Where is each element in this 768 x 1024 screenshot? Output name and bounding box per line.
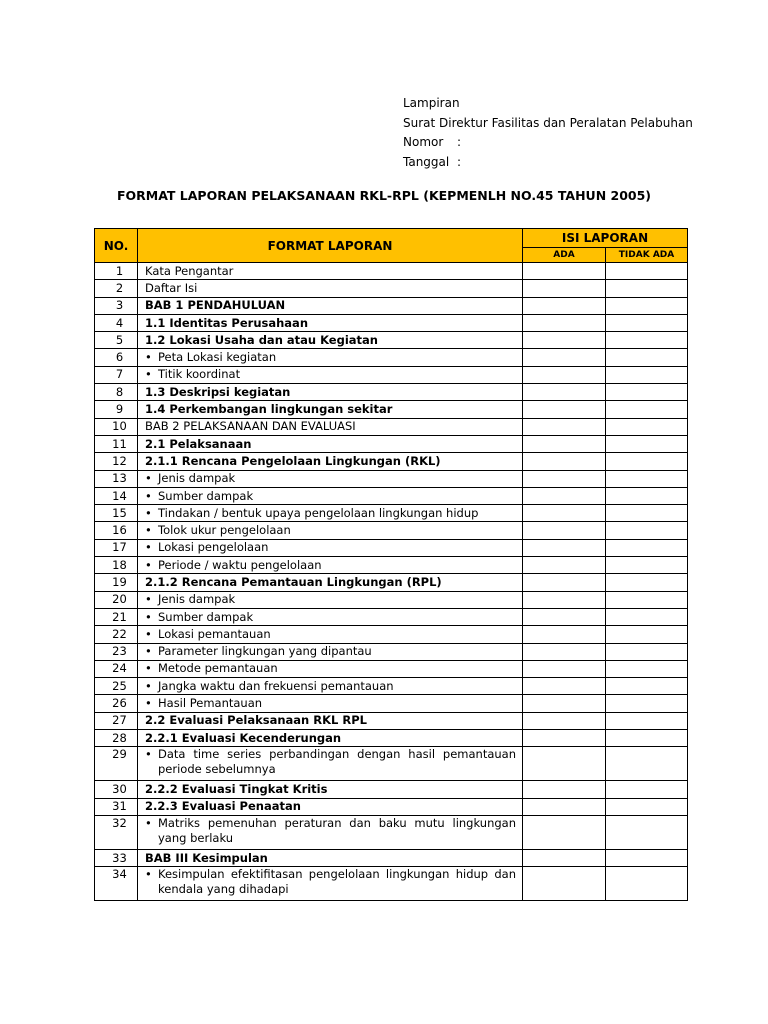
row-number: 8 [95,384,138,401]
row-number: 31 [95,798,138,815]
row-number: 34 [95,867,138,901]
check-cell-tidak-ada[interactable] [606,747,688,781]
check-cell-tidak-ada[interactable] [606,643,688,660]
row-number: 22 [95,626,138,643]
bullet-icon: • [145,350,152,365]
check-cell-tidak-ada[interactable] [606,487,688,504]
row-number: 6 [95,349,138,366]
bullet-text: Jenis dampak [158,471,236,486]
bullet-icon: • [145,592,152,607]
table-row [95,867,688,901]
bullet-icon: • [145,644,152,659]
column-header-format: FORMAT LAPORAN [138,229,523,263]
check-cell-tidak-ada[interactable] [606,435,688,452]
bullet-item [145,540,522,555]
bullet-item [145,350,522,365]
table-row [95,522,688,539]
row-format-text: 2.1.2 Rencana Pemantauan Lingkungan (RPL) [138,574,523,591]
bullet-item [145,367,522,382]
check-cell-tidak-ada[interactable] [606,366,688,383]
check-cell-ada[interactable] [523,263,606,280]
check-cell-tidak-ada[interactable] [606,678,688,695]
row-format-text [138,505,523,522]
check-cell-tidak-ada[interactable] [606,522,688,539]
row-number: 14 [95,487,138,504]
table-row [95,453,688,470]
bullet-item [145,627,522,642]
row-format-text: BAB III Kesimpulan [138,849,523,866]
check-cell-ada[interactable] [523,280,606,297]
nomor-line [403,133,693,153]
bullet-text: Hasil Pemantauan [158,696,263,711]
check-cell-ada[interactable] [523,730,606,747]
check-cell-ada[interactable] [523,332,606,349]
row-number: 28 [95,730,138,747]
table-row [95,626,688,643]
row-number: 3 [95,297,138,314]
bullet-icon: • [145,678,152,693]
bullet-icon: • [145,626,152,641]
row-number: 30 [95,781,138,798]
bullet-item [145,661,522,676]
row-format-text [138,695,523,712]
row-number: 32 [95,815,138,849]
bullet-text: Sumber dampak [158,488,254,503]
row-number: 15 [95,505,138,522]
check-cell-ada[interactable] [523,626,606,643]
check-cell-ada[interactable] [523,384,606,401]
bullet-icon: • [145,696,152,711]
check-cell-ada[interactable] [523,435,606,452]
check-cell-tidak-ada[interactable] [606,280,688,297]
table-row [95,849,688,866]
bullet-item [145,747,522,777]
check-cell-ada[interactable] [523,314,606,331]
row-format-text: BAB 2 PELAKSANAAN DAN EVALUASI [138,418,523,435]
check-cell-tidak-ada[interactable] [606,574,688,591]
bullet-text: Tolok ukur pengelolaan [158,523,291,538]
check-cell-ada[interactable] [523,660,606,677]
table-row [95,730,688,747]
check-cell-ada[interactable] [523,366,606,383]
table-row [95,643,688,660]
check-cell-tidak-ada[interactable] [606,263,688,280]
nomor-label: Nomor [403,135,444,149]
check-cell-ada[interactable] [523,487,606,504]
row-format-text: 1.1 Identitas Perusahaan [138,314,523,331]
row-number: 18 [95,557,138,574]
row-format-text [138,867,523,901]
bullet-text: Periode / waktu pengelolaan [158,557,322,572]
bullet-item [145,489,522,504]
row-format-text: 2.2.2 Evaluasi Tingkat Kritis [138,781,523,798]
check-cell-ada[interactable] [523,815,606,849]
attachment-header [403,94,693,172]
bullet-text: Peta Lokasi kegiatan [158,350,277,365]
check-cell-ada[interactable] [523,418,606,435]
row-format-text: BAB 1 PENDAHULUAN [138,297,523,314]
row-format-text [138,747,523,781]
check-cell-ada[interactable] [523,557,606,574]
row-number: 5 [95,332,138,349]
bullet-text: Lokasi pengelolaan [158,540,269,555]
lampiran-line: Lampiran [403,96,460,110]
check-cell-tidak-ada[interactable] [606,849,688,866]
row-number: 4 [95,314,138,331]
table-row [95,695,688,712]
bullet-icon: • [145,661,152,676]
row-number: 12 [95,453,138,470]
bullet-item [145,506,522,521]
table-row [95,263,688,280]
table-row [95,418,688,435]
table-row [95,747,688,781]
table-row [95,591,688,608]
bullet-item [145,696,522,711]
bullet-icon: • [145,488,152,503]
row-number: 33 [95,849,138,866]
check-cell-tidak-ada[interactable] [606,314,688,331]
check-cell-ada[interactable] [523,349,606,366]
bullet-item [145,523,522,538]
column-header-tidak-ada: TIDAK ADA [606,248,688,263]
row-format-text: 1.4 Perkembangan lingkungan sekitar [138,401,523,418]
check-cell-ada[interactable] [523,539,606,556]
check-cell-tidak-ada[interactable] [606,712,688,729]
row-number: 13 [95,470,138,487]
check-cell-tidak-ada[interactable] [606,815,688,849]
row-number: 16 [95,522,138,539]
row-number: 25 [95,678,138,695]
check-cell-tidak-ada[interactable] [606,798,688,815]
row-number: 10 [95,418,138,435]
row-number: 21 [95,608,138,625]
check-cell-tidak-ada[interactable] [606,660,688,677]
bullet-item [145,592,522,607]
bullet-text: Jangka waktu dan frekuensi pemantauan [158,678,394,693]
row-format-text [138,349,523,366]
row-number: 17 [95,539,138,556]
bullet-text: Data time series perbandingan dengan hasil pemantauan periode sebelumnya [158,747,516,777]
check-cell-ada[interactable] [523,453,606,470]
bullet-text: Jenis dampak [158,592,236,607]
check-cell-ada[interactable] [523,695,606,712]
check-cell-ada[interactable] [523,678,606,695]
table-body [95,263,688,901]
check-cell-tidak-ada[interactable] [606,384,688,401]
row-format-text [138,470,523,487]
report-format-table [94,228,688,901]
tanggal-line [403,153,693,173]
check-cell-tidak-ada[interactable] [606,401,688,418]
row-format-text [138,643,523,660]
row-format-text: 2.2.3 Evaluasi Penaatan [138,798,523,815]
bullet-icon: • [145,867,152,882]
table-row [95,815,688,849]
bullet-text: Kesimpulan efektifitasan pengelolaan lingkungan hidup dan kendala yang dihadapi [158,867,516,897]
check-cell-ada[interactable] [523,747,606,781]
check-cell-tidak-ada[interactable] [606,539,688,556]
row-format-text: 1.3 Deskripsi kegiatan [138,384,523,401]
check-cell-tidak-ada[interactable] [606,557,688,574]
row-format-text [138,626,523,643]
table-row [95,505,688,522]
column-header-no: NO. [95,229,138,263]
table-row [95,401,688,418]
check-cell-tidak-ada[interactable] [606,297,688,314]
bullet-icon: • [145,505,152,520]
check-cell-ada[interactable] [523,574,606,591]
check-cell-ada[interactable] [523,849,606,866]
check-cell-ada[interactable] [523,401,606,418]
check-cell-tidak-ada[interactable] [606,781,688,798]
table-row [95,435,688,452]
row-number: 1 [95,263,138,280]
table-row [95,297,688,314]
bullet-text: Tindakan / bentuk upaya pengelolaan lingkungan hidup [158,505,479,520]
table-row [95,349,688,366]
row-number: 24 [95,660,138,677]
table-row [95,660,688,677]
table-row [95,366,688,383]
bullet-item [145,471,522,486]
row-number: 29 [95,747,138,781]
bullet-icon: • [145,747,152,762]
table-row [95,781,688,798]
check-cell-tidak-ada[interactable] [606,453,688,470]
check-cell-ada[interactable] [523,867,606,901]
row-format-text [138,539,523,556]
row-format-text [138,591,523,608]
tanggal-colon: : [457,154,462,169]
bullet-item [145,644,522,659]
table-row [95,470,688,487]
table-row [95,384,688,401]
row-number: 19 [95,574,138,591]
row-format-text: 2.2.1 Evaluasi Kecenderungan [138,730,523,747]
check-cell-tidak-ada[interactable] [606,695,688,712]
table-row [95,487,688,504]
row-format-text [138,660,523,677]
bullet-text: Parameter lingkungan yang dipantau [158,644,372,659]
bullet-text: Sumber dampak [158,609,254,624]
bullet-icon: • [145,367,152,382]
table-row [95,712,688,729]
table-row [95,798,688,815]
bullet-icon: • [145,471,152,486]
row-format-text [138,522,523,539]
check-cell-ada[interactable] [523,522,606,539]
bullet-item [145,558,522,573]
row-format-text [138,608,523,625]
row-format-text [138,557,523,574]
table-row [95,557,688,574]
row-number: 11 [95,435,138,452]
bullet-item [145,610,522,625]
column-header-ada: ADA [523,248,606,263]
check-cell-tidak-ada[interactable] [606,591,688,608]
check-cell-ada[interactable] [523,505,606,522]
check-cell-tidak-ada[interactable] [606,626,688,643]
table-row [95,314,688,331]
check-cell-tidak-ada[interactable] [606,867,688,901]
row-number: 7 [95,366,138,383]
check-cell-ada[interactable] [523,781,606,798]
bullet-text: Matriks pemenuhan peraturan dan baku mutu lingkungan yang berlaku [158,815,516,845]
table-row [95,332,688,349]
row-format-text [138,815,523,849]
table-row [95,574,688,591]
check-cell-ada[interactable] [523,297,606,314]
check-cell-tidak-ada[interactable] [606,505,688,522]
row-format-text [138,678,523,695]
row-format-text: 1.2 Lokasi Usaha dan atau Kegiatan [138,332,523,349]
check-cell-ada[interactable] [523,591,606,608]
row-number: 9 [95,401,138,418]
bullet-icon: • [145,815,152,830]
table-row [95,678,688,695]
tanggal-label: Tanggal [403,154,450,169]
table-row [95,539,688,556]
table-row [95,608,688,625]
row-format-text: 2.1 Pelaksanaan [138,435,523,452]
document-title: FORMAT LAPORAN PELAKSANAAN RKL-RPL (KEPMENLH NO.45 TAHUN 2005) [116,188,652,203]
check-cell-ada[interactable] [523,643,606,660]
nomor-colon: : [457,135,462,149]
row-format-text: Kata Pengantar [138,263,523,280]
row-number: 23 [95,643,138,660]
check-cell-tidak-ada[interactable] [606,349,688,366]
bullet-item [145,867,522,897]
row-number: 2 [95,280,138,297]
row-number: 27 [95,712,138,729]
check-cell-tidak-ada[interactable] [606,730,688,747]
row-format-text [138,366,523,383]
bullet-icon: • [145,540,152,555]
check-cell-ada[interactable] [523,470,606,487]
row-number: 20 [95,591,138,608]
bullet-item [145,679,522,694]
bullet-text: Lokasi pemantauan [158,626,271,641]
row-number: 26 [95,695,138,712]
row-format-text [138,487,523,504]
check-cell-ada[interactable] [523,798,606,815]
check-cell-ada[interactable] [523,608,606,625]
bullet-text: Metode pemantauan [158,661,278,676]
bullet-text: Titik koordinat [158,367,241,382]
check-cell-tidak-ada[interactable] [606,608,688,625]
table-row [95,280,688,297]
row-format-text: 2.1.1 Rencana Pengelolaan Lingkungan (RKL) [138,453,523,470]
check-cell-tidak-ada[interactable] [606,470,688,487]
bullet-icon: • [145,557,152,572]
check-cell-ada[interactable] [523,712,606,729]
bullet-item [145,816,522,846]
column-header-isi-laporan: ISI LAPORAN [523,229,688,248]
surat-line: Surat Direktur Fasilitas dan Peralatan Pelabuhan [403,115,693,130]
row-format-text: Daftar Isi [138,280,523,297]
bullet-icon: • [145,523,152,538]
bullet-icon: • [145,609,152,624]
check-cell-tidak-ada[interactable] [606,332,688,349]
check-cell-tidak-ada[interactable] [606,418,688,435]
row-format-text: 2.2 Evaluasi Pelaksanaan RKL RPL [138,712,523,729]
